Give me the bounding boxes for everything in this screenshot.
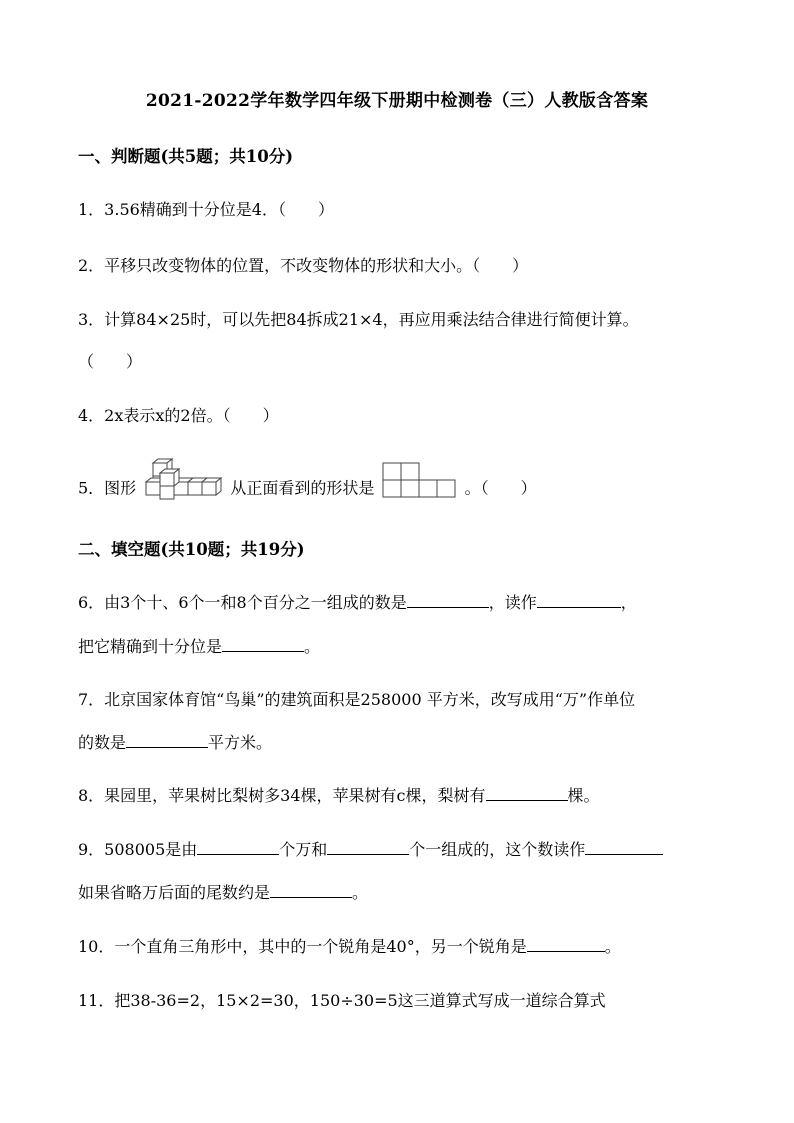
question-6-continued	[78, 634, 320, 657]
question-1: 1．3.56精确到十分位是4．（ ）	[78, 200, 334, 219]
answer-blank[interactable]	[527, 937, 605, 952]
question-8-text: 8．果园里，苹果树比梨树多34棵，苹果树有c棵，梨树有	[78, 786, 486, 805]
answer-blank[interactable]	[126, 733, 208, 748]
section-heading-judgement: 一、判断题(共5题；共10分)	[78, 147, 294, 166]
question-9-continued	[78, 880, 368, 903]
question-7-text: 平方米。	[208, 733, 273, 752]
answer-blank[interactable]	[197, 840, 279, 855]
question-6-text: 把它精确到十分位是	[78, 637, 223, 656]
question-10	[78, 934, 621, 957]
front-view-figure	[379, 460, 459, 518]
question-6-text: 。	[304, 637, 321, 656]
answer-blank[interactable]	[327, 840, 409, 855]
question-7: 7．北京国家体育馆“鸟巢”的建筑面积是258000 平方米，改写成用“万”作单位	[78, 690, 636, 709]
question-10-text: 10．一个直角三角形中，其中的一个锐角是40°，另一个锐角是	[78, 937, 527, 956]
question-6-text: ，	[620, 593, 637, 612]
question-11: 11．把38-36=2，15×2=30，150÷30=5这三道算式写成一道综合算式	[78, 991, 606, 1010]
answer-blank[interactable]	[270, 883, 352, 898]
question-9	[78, 837, 663, 860]
question-7-text: 的数是	[78, 733, 127, 752]
cube-solid-figure	[141, 457, 225, 521]
question-9-text: 9．508005是由	[78, 840, 198, 859]
question-8	[78, 783, 600, 806]
question-5-suffix: 。（ ）	[464, 478, 537, 498]
question-2: 2．平移只改变物体的位置，不改变物体的形状和大小。（ ）	[78, 256, 529, 275]
question-10-text: 。	[604, 937, 621, 956]
answer-blank[interactable]	[537, 593, 621, 608]
question-9-text: 个一组成的，这个数读作	[409, 840, 586, 859]
section-heading-fill-in: 二、填空题(共10题；共19分)	[78, 540, 305, 559]
question-4: 4．2x表示x的2倍。（ ）	[78, 406, 279, 425]
page-title: 2021-2022学年数学四年级下册期中检测卷（三）人教版含答案	[145, 91, 649, 111]
answer-blank[interactable]	[486, 786, 568, 801]
question-6-text: 6．由3个十、6个一和8个百分之一组成的数是	[78, 593, 407, 612]
question-3-answer-bracket: （ ）	[78, 352, 143, 371]
question-9-text: 。	[352, 883, 369, 902]
question-6	[78, 590, 637, 613]
question-5	[78, 457, 537, 503]
question-5-prefix: 5．图形	[78, 478, 137, 498]
answer-blank[interactable]	[222, 637, 304, 652]
question-8-text: 棵。	[567, 786, 600, 805]
question-6-text: ，读作	[488, 593, 537, 612]
question-9-text: 如果省略万后面的尾数约是	[78, 883, 271, 902]
answer-blank[interactable]	[407, 593, 489, 608]
answer-blank[interactable]	[585, 840, 663, 855]
question-7-continued	[78, 730, 272, 753]
question-5-middle: 从正面看到的形状是	[230, 478, 375, 498]
question-3: 3．计算84×25时，可以先把84拆成21×4，再应用乘法结合律进行简便计算。	[78, 310, 639, 329]
question-9-text: 个万和	[279, 840, 328, 859]
